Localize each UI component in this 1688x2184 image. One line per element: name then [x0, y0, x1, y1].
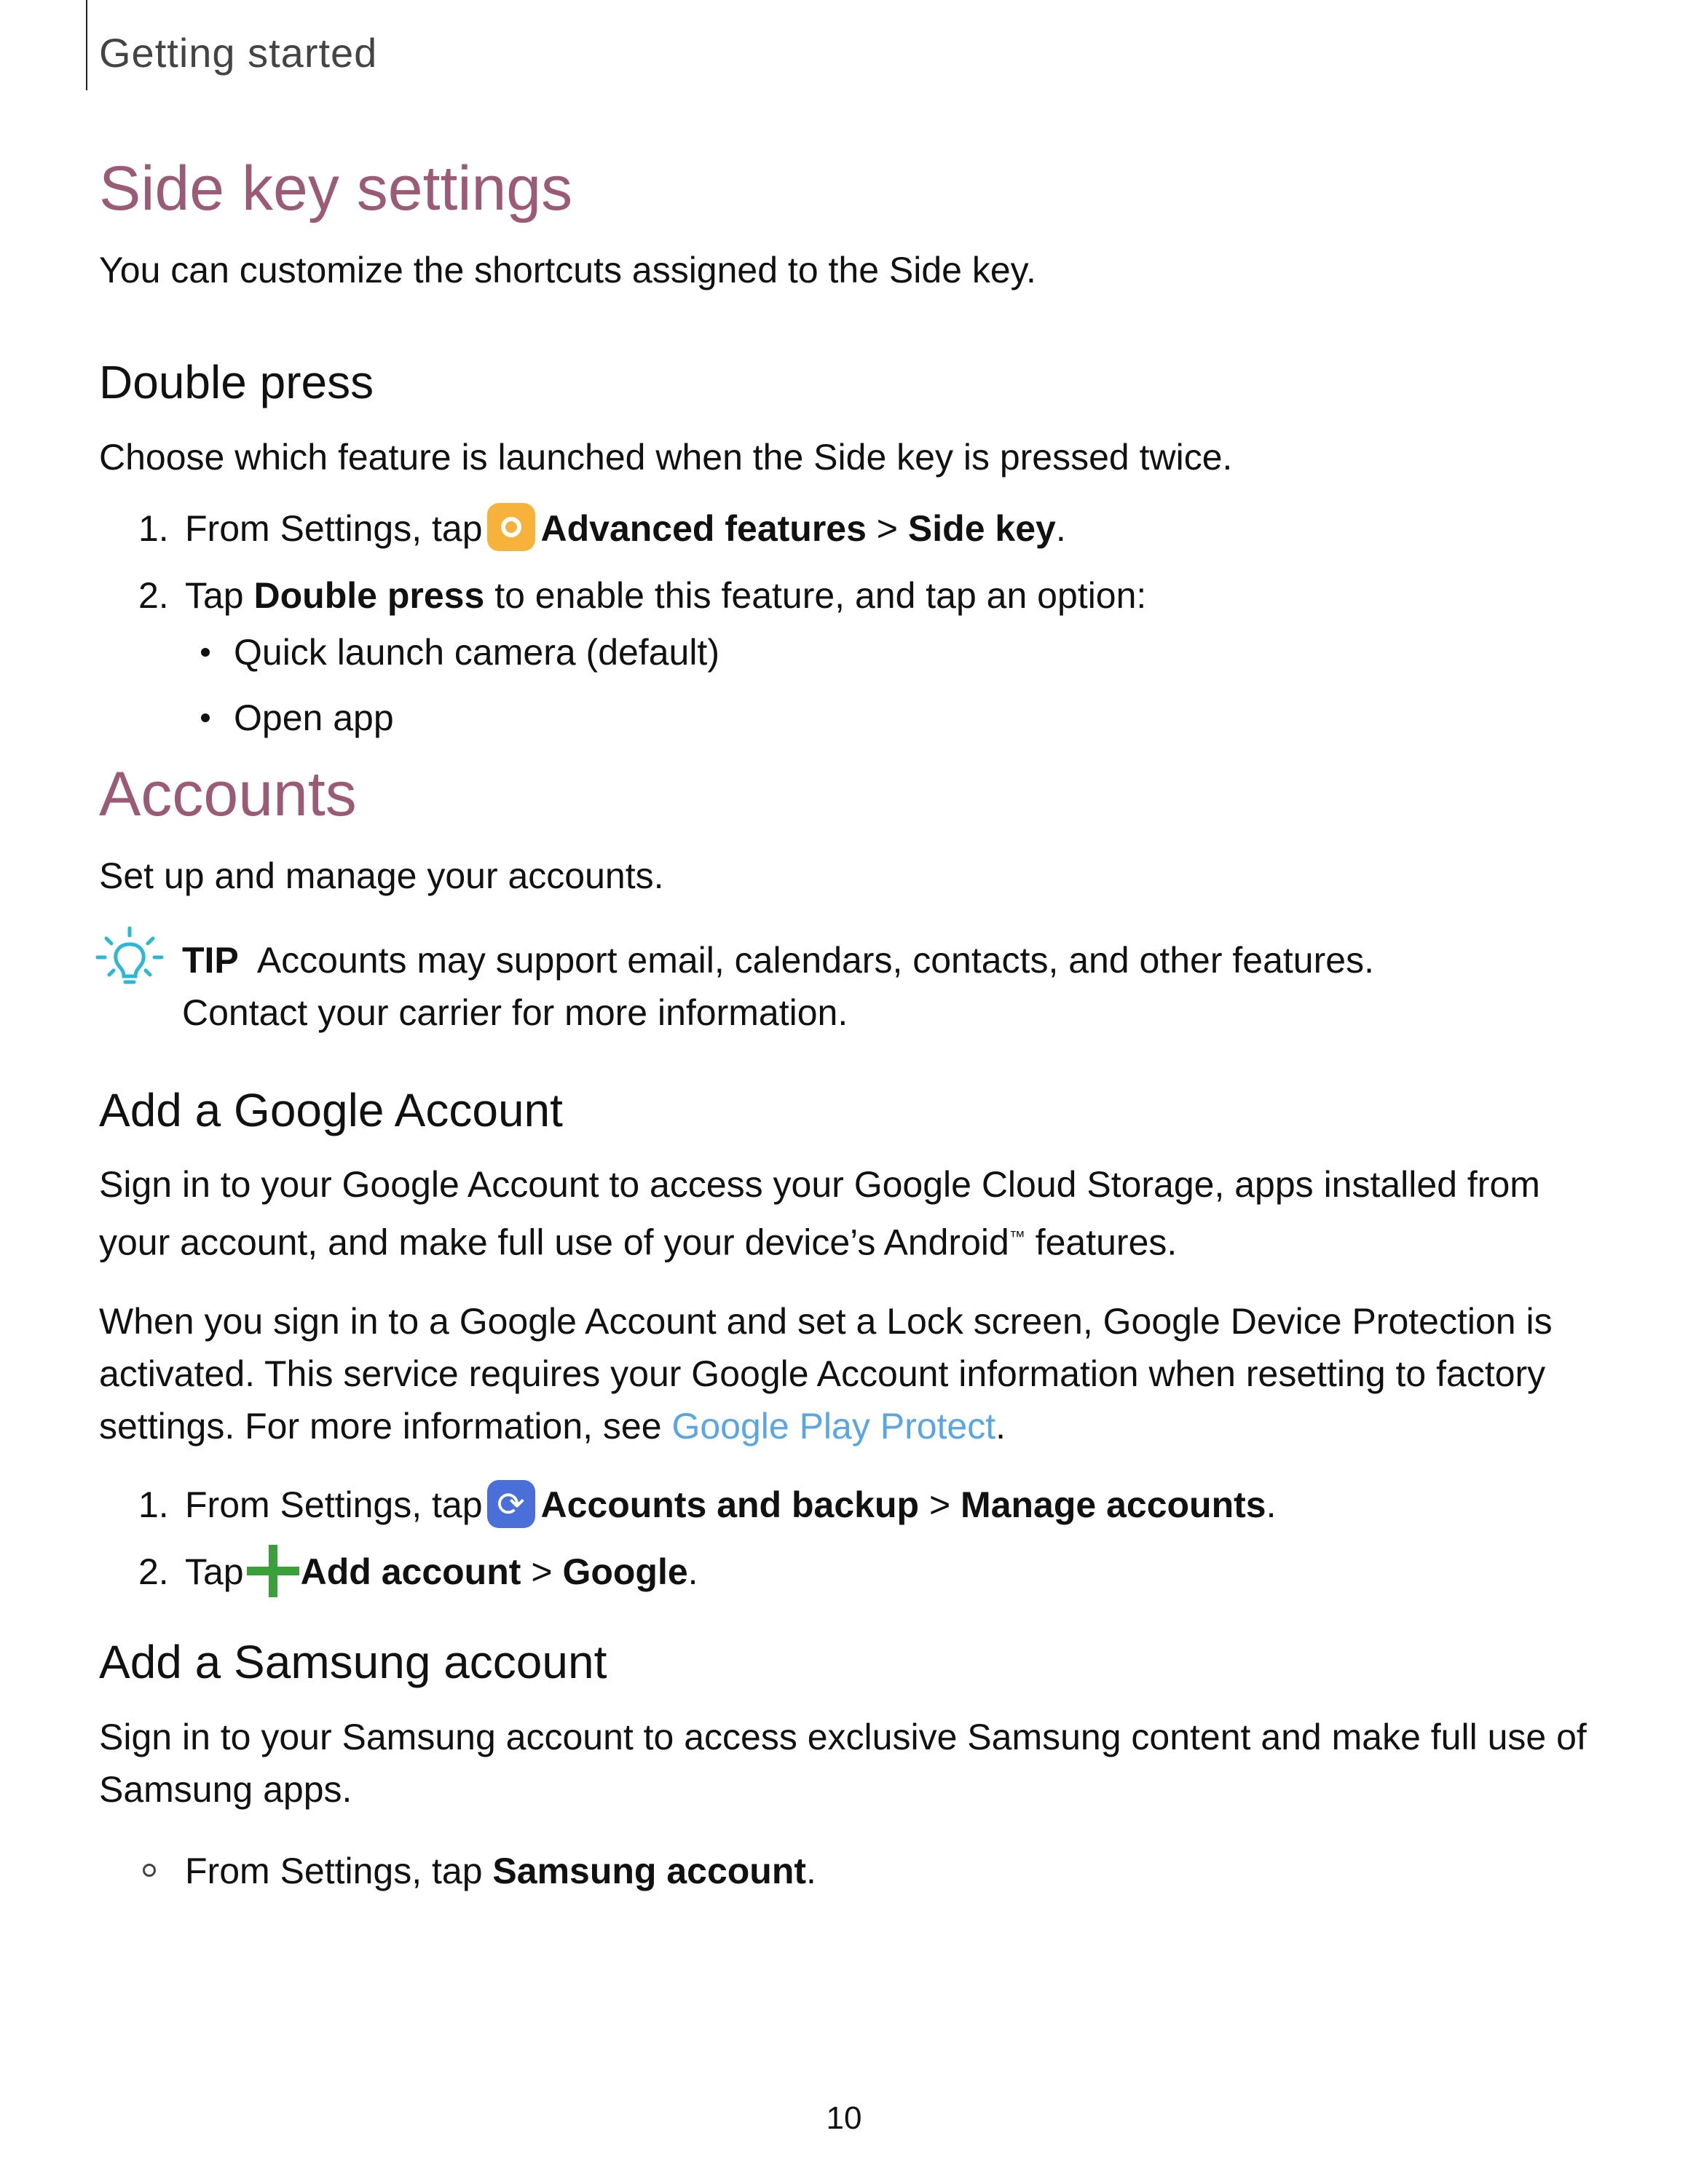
step-number: 2. — [138, 1551, 169, 1593]
step-text: From Settings, tap — [185, 1484, 483, 1526]
tip-label: TIP — [182, 939, 239, 981]
para-text: features. — [1035, 1222, 1178, 1264]
path-separator: > — [928, 1484, 951, 1526]
step-number: 1. — [138, 507, 169, 549]
option-double-press: Double press — [253, 574, 485, 616]
tip-box — [99, 934, 1592, 1039]
list-item — [99, 569, 1592, 744]
trademark: ™ — [1009, 1227, 1025, 1246]
path-separator: > — [531, 1551, 553, 1593]
step-text: From Settings, tap — [185, 1850, 483, 1891]
page-number: 10 — [826, 2100, 862, 2136]
lightbulb-icon — [93, 924, 166, 997]
running-header: Getting started — [99, 30, 378, 76]
samsung-account-title: Add a Samsung account — [99, 1636, 607, 1689]
menu-path-manage-accounts: Manage accounts — [961, 1484, 1266, 1526]
tip-text: Accounts may support email, calendars, contacts, and other features. — [256, 939, 1374, 981]
step-text: Tap — [185, 1551, 244, 1593]
step-end: . — [1266, 1484, 1277, 1526]
step-text: From Settings, tap — [185, 507, 483, 549]
para-text: When you sign in to a Google Account and set a Lock screen, Google Device Protection is activated. This service requires your Google Account information when resetting to factory settings. For more information, see — [99, 1301, 1553, 1447]
google-account-para-1 — [99, 1158, 1592, 1269]
menu-path-add-account: Add account — [300, 1551, 521, 1593]
menu-path-advanced-features: Advanced features — [540, 507, 867, 549]
google-account-title: Add a Google Account — [99, 1083, 563, 1136]
option-label: Quick launch camera (default) — [234, 631, 719, 673]
list-item — [99, 1479, 1592, 1531]
circle-bullet-icon — [143, 1864, 156, 1877]
step-text: Tap — [185, 574, 244, 616]
settings-gear-icon — [487, 503, 535, 551]
accounts-title: Accounts — [99, 759, 357, 829]
double-press-options — [185, 626, 1592, 744]
list-item — [99, 502, 1592, 555]
double-press-steps — [99, 502, 1592, 744]
list-item — [99, 1845, 1592, 1897]
bullet-dot — [201, 713, 210, 722]
option-label: Open app — [234, 697, 394, 738]
accounts-sync-icon: ⟳ — [487, 1480, 535, 1528]
tip-text-2: Contact your carrier for more information. — [182, 992, 848, 1033]
add-plus-icon — [247, 1545, 299, 1597]
menu-path-side-key: Side key — [907, 507, 1056, 549]
step-end: . — [806, 1850, 816, 1891]
double-press-title: Double press — [99, 355, 374, 408]
menu-path-samsung-account: Samsung account — [492, 1850, 807, 1891]
step-end: . — [687, 1551, 698, 1593]
list-item — [99, 626, 1592, 678]
google-play-protect-link[interactable]: Google Play Protect — [671, 1406, 996, 1447]
step-number: 1. — [138, 1484, 169, 1526]
bullet-dot — [201, 648, 210, 657]
list-item — [99, 1546, 1592, 1598]
page-content — [99, 153, 1592, 1897]
step-end: . — [1055, 507, 1066, 549]
double-press-intro: Choose which feature is launched when the Side key is pressed twice. — [99, 436, 1233, 478]
side-key-intro: You can customize the shortcuts assigned to the Side key. — [99, 249, 1036, 290]
header-rule — [86, 0, 87, 90]
accounts-intro: Set up and manage your accounts. — [99, 855, 664, 896]
para-text: Sign in to your Google Account to access your Google Cloud Storage, apps installed from your account, and make full use of your device’s Android — [99, 1164, 1540, 1264]
samsung-account-para: Sign in to your Samsung account to access exclusive Samsung content and make full use of Samsung apps. — [99, 1716, 1587, 1810]
path-separator: > — [876, 507, 898, 549]
step-text: to enable this feature, and tap an option: — [494, 574, 1147, 616]
google-account-para-2 — [99, 1295, 1592, 1452]
list-item — [99, 692, 1592, 744]
google-account-steps — [99, 1479, 1592, 1598]
menu-path-accounts-backup: Accounts and backup — [540, 1484, 920, 1526]
menu-path-google: Google — [562, 1551, 688, 1593]
side-key-title: Side key settings — [99, 154, 573, 223]
para-end: . — [995, 1406, 1006, 1447]
step-number: 2. — [138, 574, 169, 616]
